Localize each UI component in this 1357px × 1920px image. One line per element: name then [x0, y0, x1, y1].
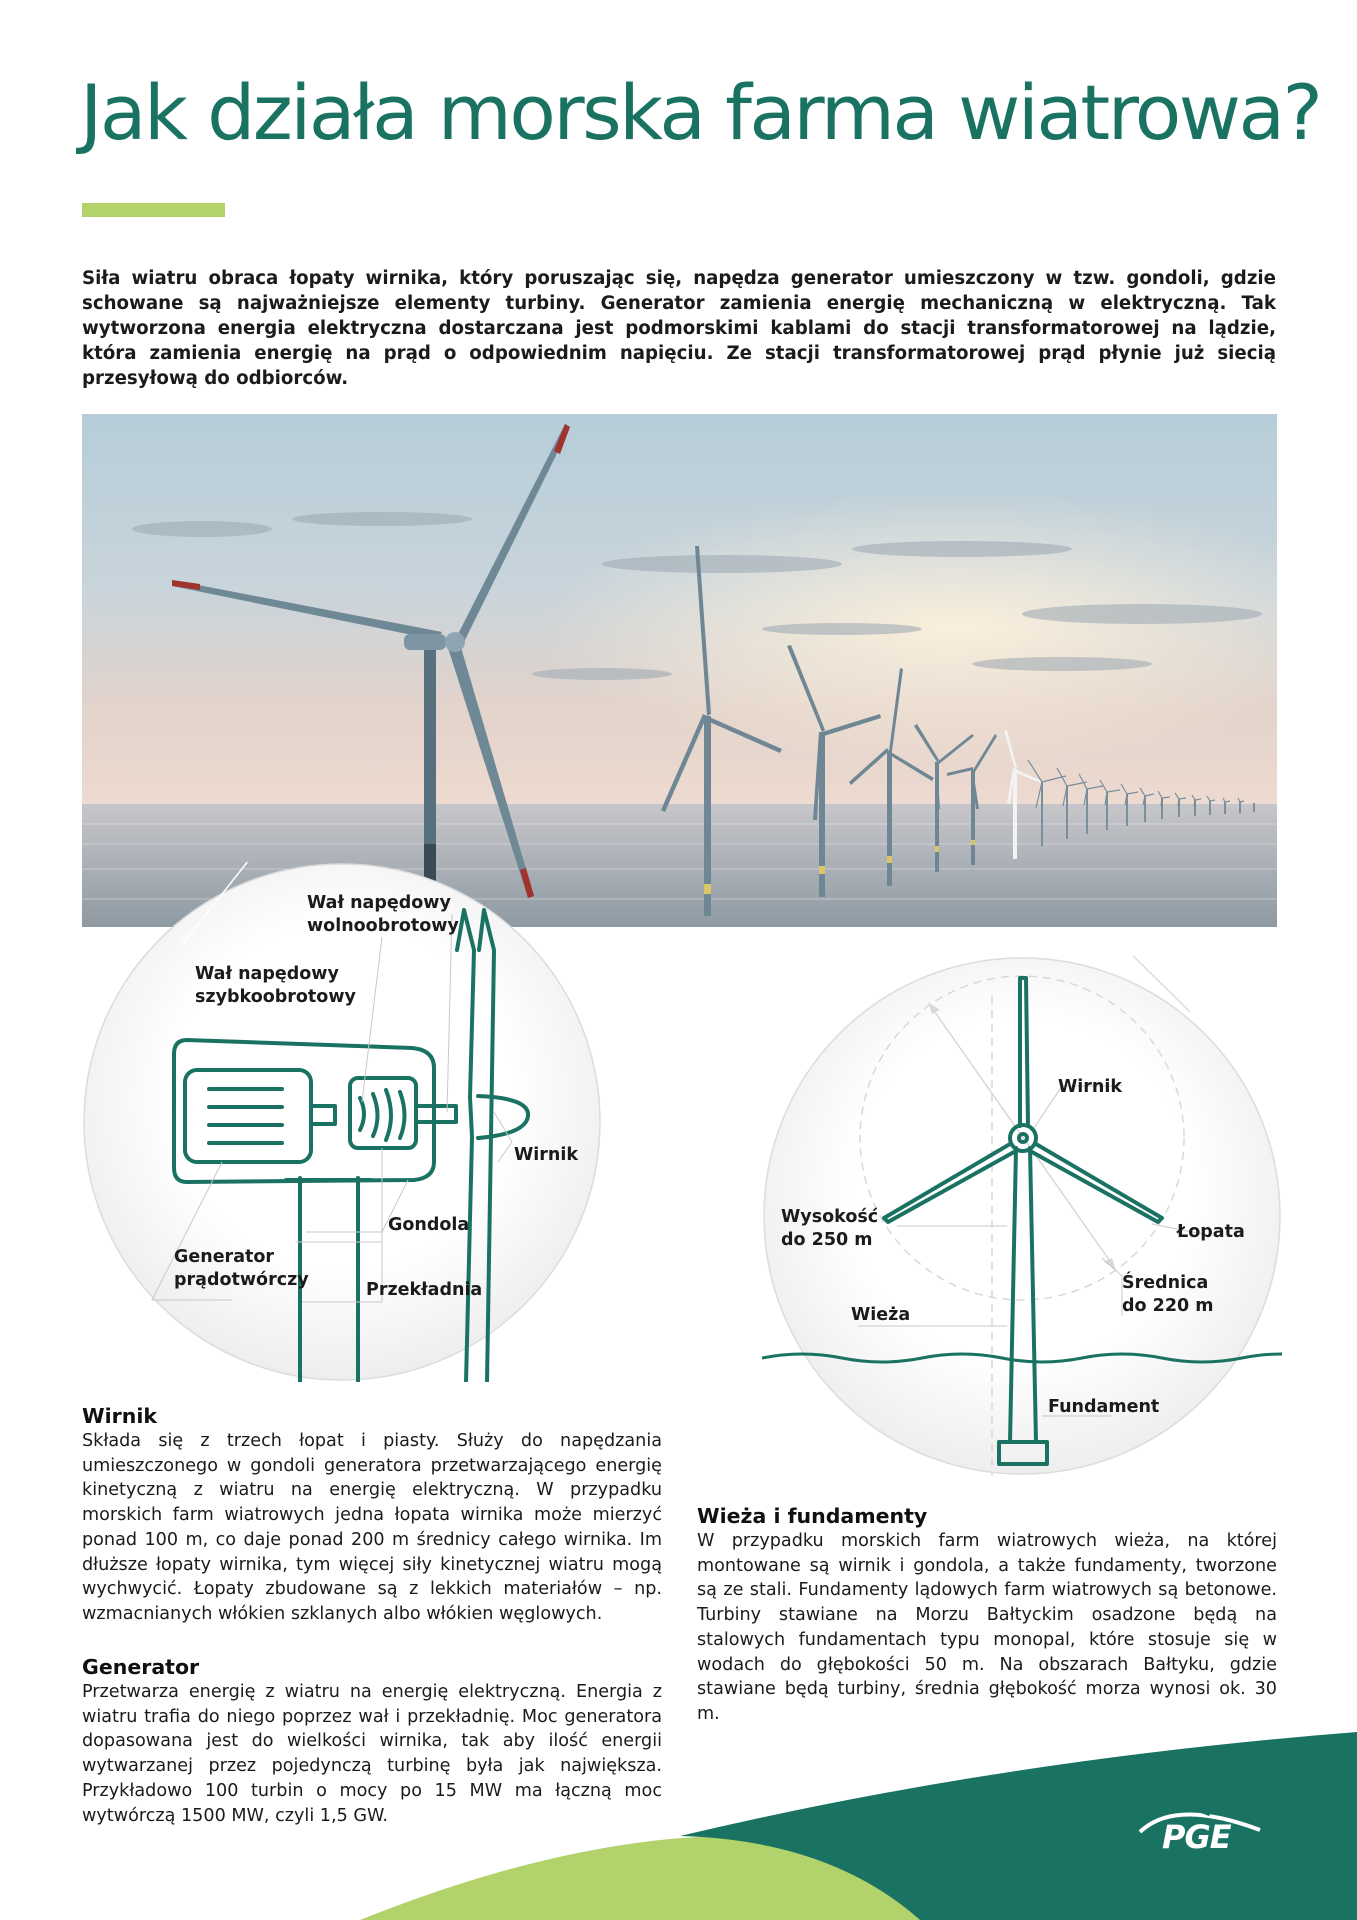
label-wysokosc-1: Wysokość: [781, 1207, 879, 1227]
label-wal-wolnoobrotowy-1: Wał napędowy: [307, 893, 451, 913]
title-accent-bar: [82, 203, 225, 217]
label-generator-1: Generator: [174, 1247, 275, 1267]
label-srednica-1: Średnica: [1122, 1273, 1209, 1293]
label-srednica-2: do 220 m: [1122, 1296, 1214, 1316]
section-heading: Wirnik: [82, 1404, 158, 1428]
section-wirnik: [82, 1404, 662, 1627]
label-wal-szybkoobrotowy-1: Wał napędowy: [195, 964, 339, 984]
label-fundament: Fundament: [1048, 1397, 1160, 1417]
nacelle-diagram: [82, 862, 602, 1382]
label-wieza: Wieża: [851, 1305, 911, 1325]
section-body: Składa się z trzech łopat i piasty. Służy do napędzania umieszczonego w gondoli generatora przetwarzającego energię kinetyczną z wiatru na energię elektryczną. W przypadku morskich farm wiatrowych jedna łopata wirnika może mierzyć ponad 100 m, co daje ponad 200 m średnicy całego wirnika. Im dłuższe łopaty wirnika, tym więcej siły kinetycznej wiatru mogą wychwycić. Łopaty zbudowane są z lekkich materiałów – np. wzmacnianych włókien szklanych albo włókien węglowych.: [82, 1431, 662, 1624]
label-wysokosc-2: do 250 m: [781, 1230, 873, 1250]
label-przekladnia: Przekładnia: [366, 1280, 483, 1300]
label-gondola: Gondola: [388, 1215, 470, 1235]
section-body: W przypadku morskich farm wiatrowych wieża, na której montowane są wirnik i gondola, a także fundamenty, tworzone są ze stali. Fundamenty lądowych farm wiatrowych są betonowe. Turbiny stawiane na Morzu Bałtyckim osadzone będą na stalowych fundamentach typu monopal, które stosuje się w wodach do głębokości 50 m. Na obszarach Bałtyku, gdzie stawiane będą turbiny, średnia głębokość morza wynosi ok. 30 m.: [697, 1531, 1277, 1724]
turbine-diagram: [762, 956, 1282, 1476]
section-heading: Wieża i fundamenty: [697, 1504, 928, 1528]
label-wirnik: Wirnik: [1058, 1077, 1123, 1097]
section-wieza-i-fundamenty: [697, 1504, 1277, 1727]
pge-logo: PGE: [1162, 1818, 1231, 1856]
section-body: Przetwarza energię z wiatru na energię elektryczną. Energia z wiatru trafia do niego poprzez wał i przekładnię. Moc generatora dopasowana jest do wielkości wirnika, tak aby ilość energii wytwarzanej przez pojedynczą turbinę była jak największa. Przykładowo 100 turbin o mocy po 15 MW ma łączną moc wytwórczą 1500 MW, czyli 1,5 GW.: [82, 1682, 662, 1826]
label-generator-2: prądotwórczy: [174, 1270, 309, 1290]
page-title: Jak działa morska farma wiatrowa?: [80, 68, 1321, 157]
label-wal-szybkoobrotowy-2: szybkoobrotowy: [195, 987, 356, 1007]
label-lopata: Łopata: [1177, 1222, 1245, 1242]
intro-paragraph: Siła wiatru obraca łopaty wirnika, który poruszając się, napędza generator umieszczony w tzw. gondoli, gdzie schowane są najważniejsze elementy turbiny. Generator zamienia energię mechaniczną w elektryczną. Tak wytworzona energia elektryczna dostarczana jest podmorskimi kablami do stacji transformatorowej na lądzie, która zamienia energię na prąd o odpowiednim napięciu. Ze stacji transformatorowej prąd płynie już siecią przesyłową do odbiorców.: [82, 268, 1276, 389]
section-heading: Generator: [82, 1655, 200, 1679]
offshore-wind-farm-photo: [82, 414, 1277, 927]
label-wirnik: Wirnik: [514, 1145, 579, 1165]
label-wal-wolnoobrotowy-2: wolnoobrotowy: [307, 916, 459, 936]
